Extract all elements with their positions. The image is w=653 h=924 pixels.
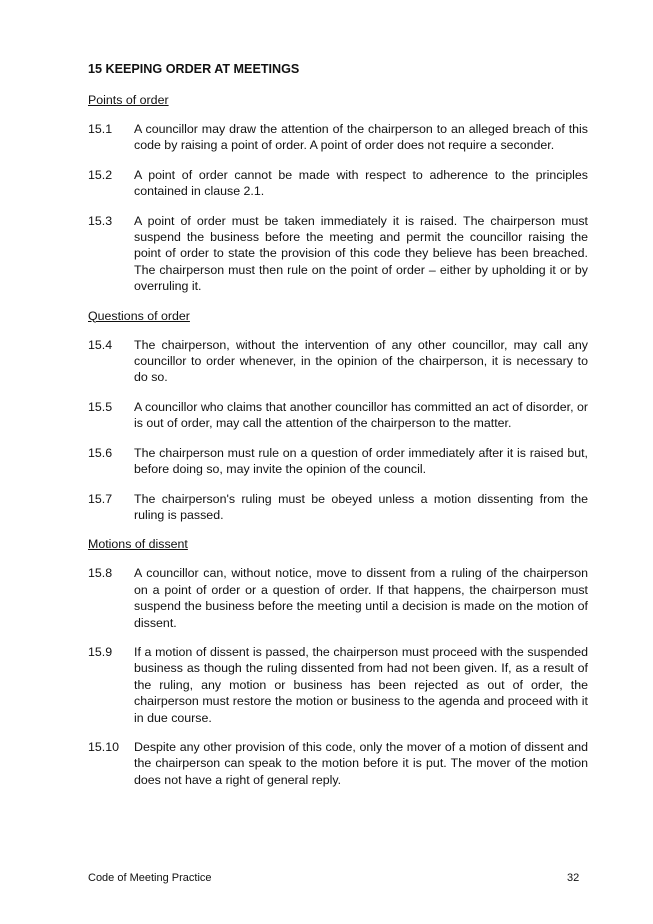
clause-15-2 — [88, 167, 588, 200]
clause-15-9 — [88, 644, 588, 726]
clause-text: A councillor who claims that another councillor has committed an act of disorder, or is out of order, may call the attention of the chairperson to the matter. — [134, 399, 588, 431]
clause-number: 15.2 — [88, 167, 113, 182]
section-heading: 15 KEEPING ORDER AT MEETINGS — [88, 62, 300, 76]
clause-text: A councillor may draw the attention of the chairperson to an alleged breach of this code by raising a point of order. A point of order does not require a seconder. — [134, 122, 588, 153]
clause-15-1 — [88, 121, 588, 154]
clause-text: If a motion of dissent is passed, the chairperson must proceed with the suspended business as though the ruling dissented from had not been given. If, as a result of the ruling, any motion or business has been rejected as out of order, the chairperson must restore the motion or business to the agenda and proceed with it in due course. — [134, 644, 588, 725]
clause-number: 15.7 — [88, 491, 113, 506]
clause-number: 15.8 — [88, 566, 113, 581]
clause-15-3 — [88, 213, 588, 295]
clause-number: 15.5 — [88, 399, 113, 414]
clause-number: 15.10 — [88, 739, 120, 754]
subheading-motions-of-dissent: Motions of dissent — [88, 537, 188, 552]
clause-15-7 — [88, 491, 588, 524]
clause-15-5 — [88, 399, 588, 432]
footer-page-number: 32 — [567, 872, 580, 884]
clause-number: 15.6 — [88, 445, 113, 460]
clause-number: 15.4 — [88, 337, 113, 352]
clause-text: A councillor can, without notice, move to dissent from a ruling of the chairperson on a point of order or a question of order. If that happens, the chairperson must suspend the business before the meeting until a decision is made on the motion of dissent. — [134, 566, 588, 630]
clause-number: 15.9 — [88, 644, 113, 659]
subheading-questions-of-order: Questions of order — [88, 308, 190, 323]
clause-text: The chairperson, without the intervention of any other councillor, may call any councillor to order whenever, in the opinion of the chairperson, it is necessary to do so. — [134, 337, 588, 385]
clause-text: The chairperson must rule on a question of order immediately after it is raised but, before doing so, may invite the opinion of the council. — [134, 445, 588, 477]
clause-15-4 — [88, 337, 588, 386]
clause-text: Despite any other provision of this code, only the mover of a motion of dissent and the chairperson can speak to the motion before it is put. The mover of the motion does not have a right of general reply. — [134, 739, 588, 787]
clause-15-8 — [88, 565, 588, 631]
document-body — [88, 61, 588, 801]
clause-text: A point of order must be taken immediately it is raised. The chairperson must suspend the business before the meeting and permit the councillor raising the point of order to state the provision of this code they believe has been breached. The chairperson must then rule on the point of order – either by upholding it or by overruling it. — [134, 213, 588, 294]
subheading-points-of-order: Points of order — [88, 93, 169, 107]
footer-document-title: Code of Meeting Practice — [88, 872, 212, 884]
clause-text: The chairperson's ruling must be obeyed unless a motion dissenting from the ruling is passed. — [134, 491, 588, 522]
clause-number: 15.3 — [88, 213, 113, 228]
clause-number: 15.1 — [88, 122, 113, 136]
clause-text: A point of order cannot be made with respect to adherence to the principles contained in clause 2.1. — [134, 167, 588, 199]
clause-15-10 — [88, 739, 588, 788]
clause-15-6 — [88, 445, 588, 478]
